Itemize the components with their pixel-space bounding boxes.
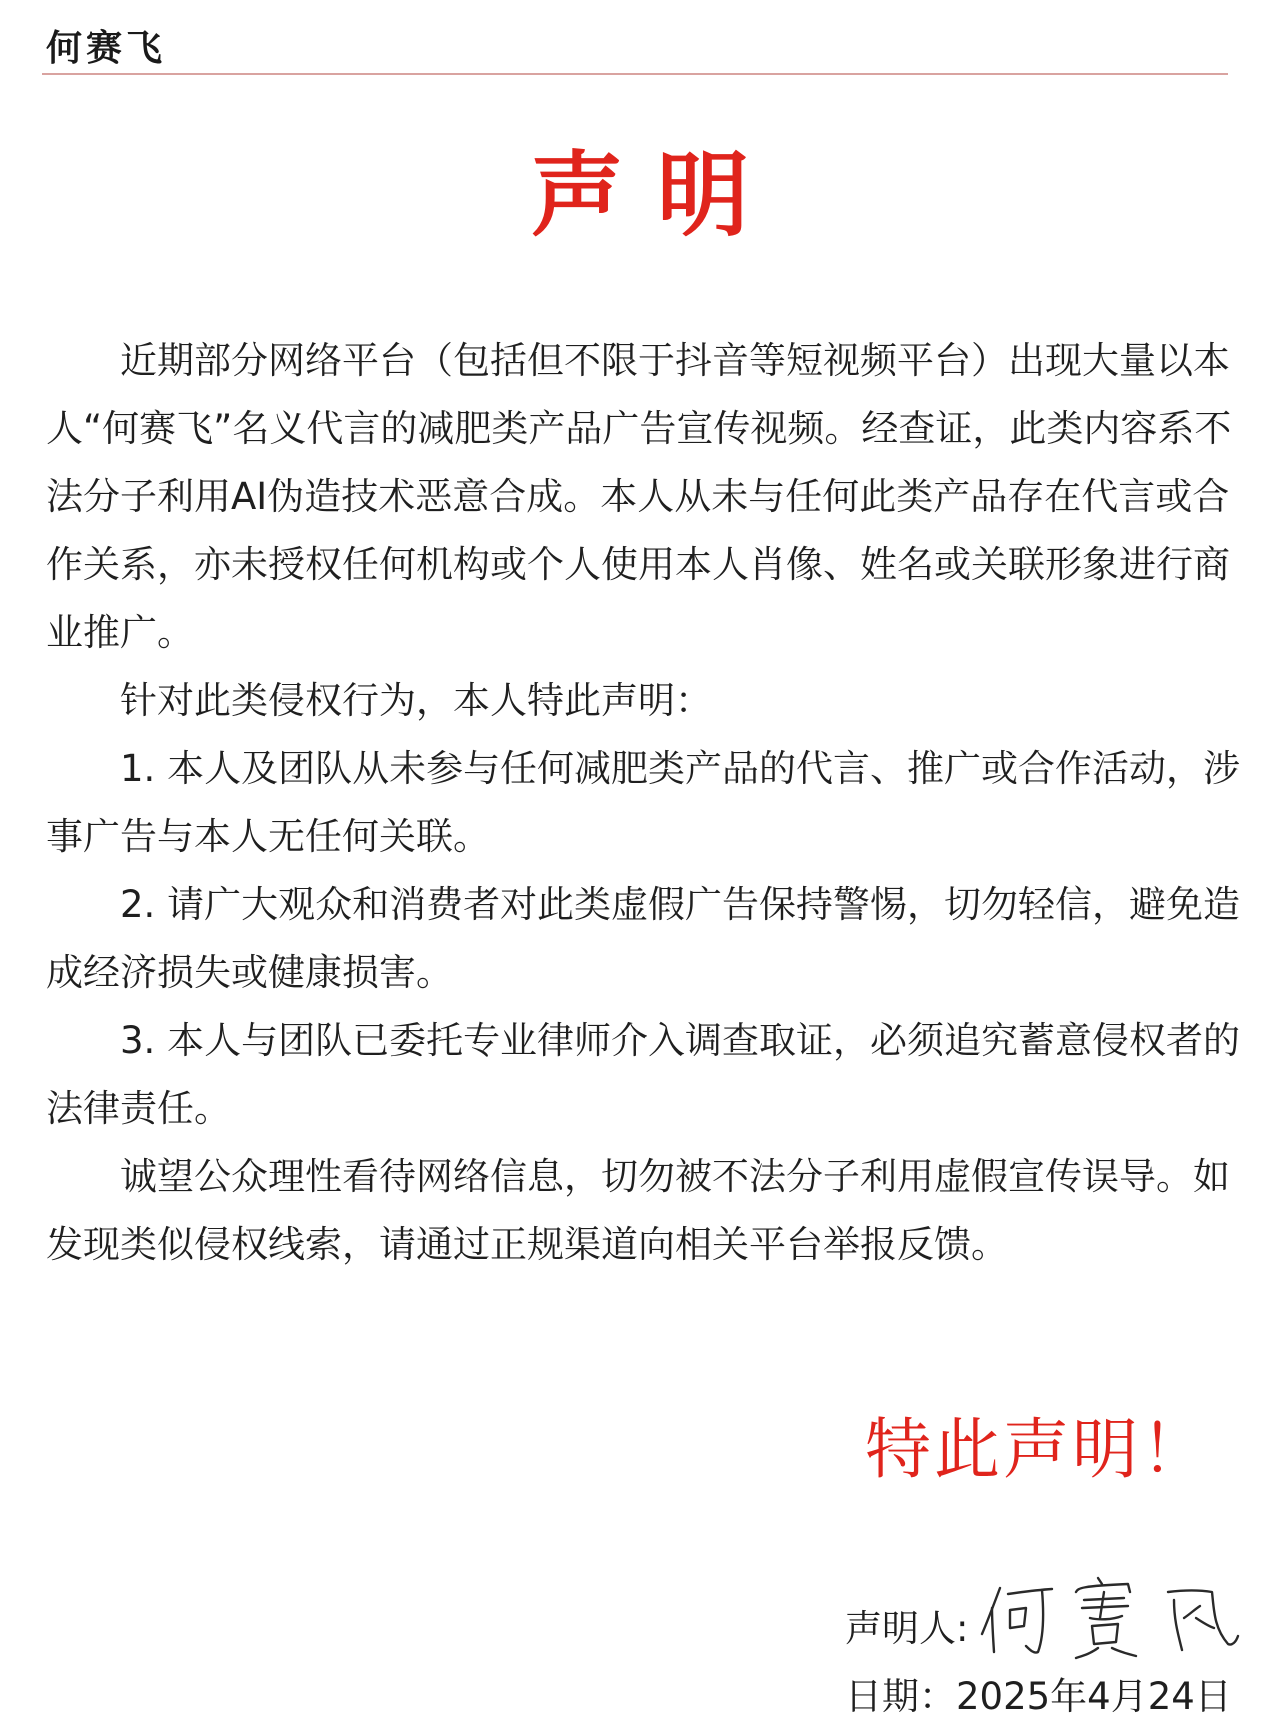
page-title: 声明 bbox=[530, 142, 783, 249]
closing-statement: 特此声明！ bbox=[865, 1411, 1210, 1488]
header-name: 何赛飞 bbox=[46, 28, 167, 69]
statement-body bbox=[46, 327, 1242, 1279]
paragraph-point-3: 3. 本人与团队已委托专业律师介入调查取证，必须追究蓄意侵权者的法律责任。 bbox=[46, 1019, 1241, 1130]
header-divider bbox=[42, 73, 1228, 75]
handwritten-signature bbox=[978, 1570, 1240, 1660]
date-line: 日期：2025年4月24日 bbox=[845, 1675, 1232, 1718]
paragraph-point-1: 1. 本人及团队从未参与任何减肥类产品的代言、推广或合作活动，涉事广告与本人无任何关联。 bbox=[46, 747, 1241, 858]
signer-label: 声明人: bbox=[845, 1607, 969, 1650]
paragraph-intro: 近期部分网络平台（包括但不限于抖音等短视频平台）出现大量以本人“何赛飞”名义代言的减肥类产品广告宣传视频。经查证，此类内容系不法分子利用AI伪造技术恶意合成。本人从未与任何此类产品存在代言或合作关系，亦未授权任何机构或个人使用本人肖像、姓名或关联形象进行商业推广。 bbox=[46, 339, 1232, 654]
paragraph-conclusion: 诚望公众理性看待网络信息，切勿被不法分子利用虚假宣传误导。如发现类似侵权线索，请通过正规渠道向相关平台举报反馈。 bbox=[46, 1155, 1230, 1266]
paragraph-point-2: 2. 请广大观众和消费者对此类虚假广告保持警惕，切勿轻信，避免造成经济损失或健康损害。 bbox=[46, 883, 1241, 994]
paragraph-declaration-lead: 针对此类侵权行为，本人特此声明： bbox=[120, 679, 712, 722]
